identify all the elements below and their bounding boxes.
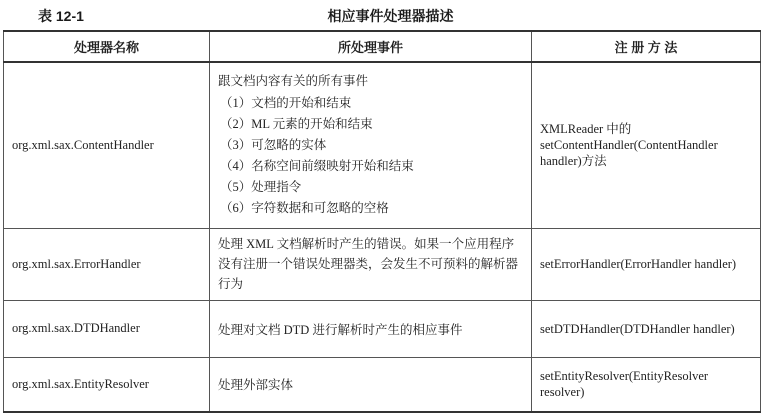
event-item: （4）名称空间前缀映射开始和结束 xyxy=(220,158,414,173)
table-row xyxy=(4,62,761,228)
event-handler-table xyxy=(3,30,761,413)
events-intro: 跟文档内容有关的所有事件 xyxy=(218,73,369,88)
register-method-cell: setDTDHandler(DTDHandler handler) xyxy=(532,300,761,357)
handled-events-cell: 处理外部实体 xyxy=(210,357,532,412)
table-title: 相应事件处理器描述 xyxy=(327,8,454,24)
event-item: （5）处理指令 xyxy=(220,179,302,194)
handler-name-cell: org.xml.sax.DTDHandler xyxy=(4,300,210,357)
event-item: （3）可忽略的实体 xyxy=(220,137,327,152)
caption-row xyxy=(0,0,781,30)
event-item: （2）ML 元素的开始和结束 xyxy=(220,116,373,131)
table-row xyxy=(4,357,761,412)
handled-events-cell: 处理对文档 DTD 进行解析时产生的相应事件 xyxy=(210,300,532,357)
register-method-cell: setErrorHandler(ErrorHandler handler) xyxy=(532,228,761,300)
table-row xyxy=(4,228,761,300)
table-row xyxy=(4,300,761,357)
event-list xyxy=(218,93,525,219)
register-method-cell: XMLReader 中的 setContentHandler(ContentHandler handler)方法 xyxy=(532,62,761,228)
handler-name-cell: org.xml.sax.ErrorHandler xyxy=(4,228,210,300)
handled-events-cell: 处理 XML 文档解析时产生的错误。如果一个应用程序没有注册一个错误处理器类，会发生不可预料的解析器行为 xyxy=(210,228,532,300)
handler-name-cell: org.xml.sax.ContentHandler xyxy=(4,62,210,228)
header-row xyxy=(4,31,761,62)
header-handled-events: 所处理事件 xyxy=(210,31,532,62)
header-register-method: 注 册 方 法 xyxy=(532,31,761,62)
register-method-cell: setEntityResolver(EntityResolver resolver) xyxy=(532,357,761,412)
event-item: （6）字符数据和可忽略的空格 xyxy=(220,200,389,215)
header-handler-name: 处理器名称 xyxy=(4,31,210,62)
handler-name-cell: org.xml.sax.EntityResolver xyxy=(4,357,210,412)
event-item: （1）文档的开始和结束 xyxy=(220,95,352,110)
handled-events-cell xyxy=(210,62,532,228)
table-number: 表 12-1 xyxy=(38,8,84,24)
